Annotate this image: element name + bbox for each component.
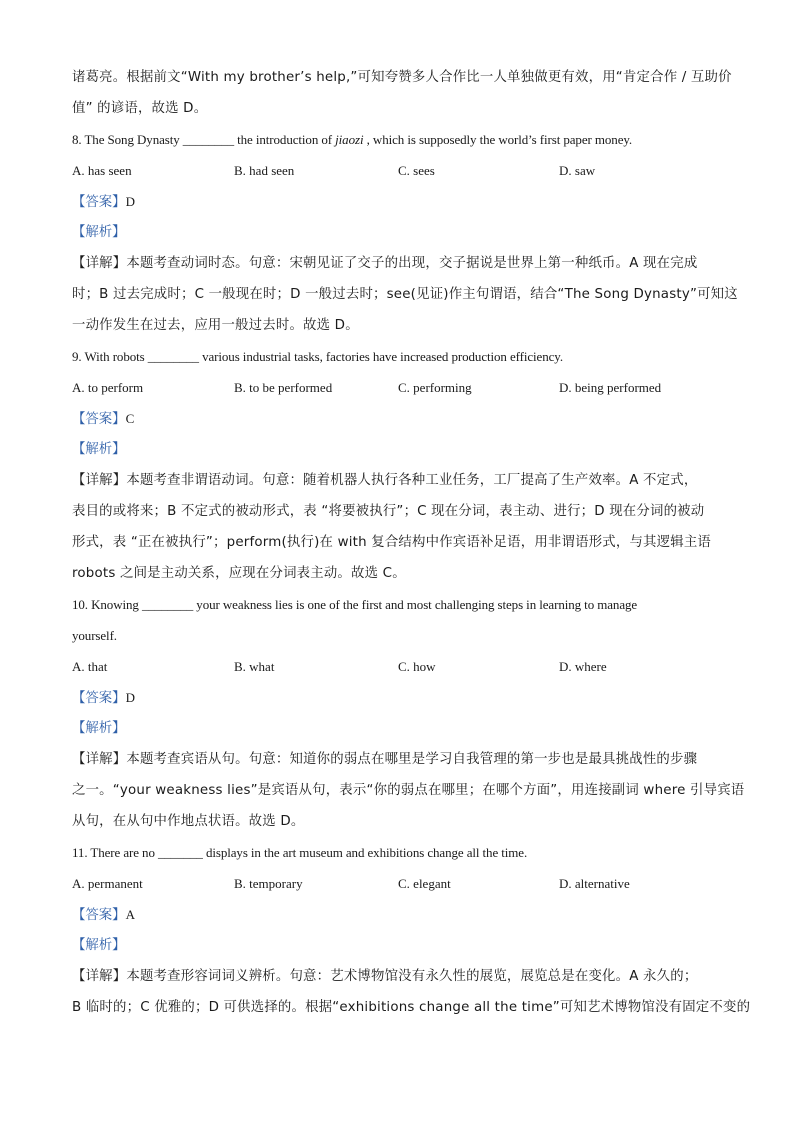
- q11-option-c: C. elegant: [398, 876, 451, 891]
- q8-stem: [72, 124, 722, 155]
- q7-explanation-line-1: 诸葛亮。根据前文“With my brother’s help,”可知夸赞多人合作比一人单独做更有效，用“肯定合作 / 互助价: [72, 70, 732, 85]
- q10-detail-line-2: 之一。“your weakness lies”是宾语从句，表示“你的弱点在哪里；在哪个方面”，用连接副词 where 引导宾语: [72, 783, 745, 798]
- answer-label: 【答案】: [72, 195, 126, 210]
- q11-detail-text-1: 本题考查形容词词义辨析。句意：艺术博物馆没有永久性的展览，展览总是在变化。A 永久的；: [126, 969, 698, 984]
- q8-stem-text-end: , which is supposedly the world’s first paper money.: [363, 132, 633, 147]
- q8-stem-text: 8. The Song Dynasty ________ the introduction of: [72, 132, 336, 147]
- q9-analysis: [72, 434, 722, 465]
- q11-option-a: A. permanent: [72, 876, 143, 891]
- q10-detail-line-1: [72, 744, 722, 775]
- q10-detail-text-1: 本题考查宾语从句。句意：知道你的弱点在哪里是学习自我管理的第一步也是最具挑战性的步骤: [126, 752, 698, 767]
- q8-option-d: D. saw: [559, 163, 596, 178]
- q9-answer-value: C: [125, 411, 135, 426]
- q9-detail-line-4: robots 之间是主动关系，应现在分词表主动。故选 C。: [72, 566, 406, 581]
- q8-stem-italic: jiaozi: [335, 132, 364, 147]
- q8-answer: [72, 186, 722, 217]
- q8-detail-line-3: 一动作发生在过去，应用一般过去时。故选 D。: [72, 318, 359, 333]
- q11-analysis: [72, 930, 722, 961]
- document-page: [72, 62, 751, 1023]
- analysis-label: 【解析】: [72, 721, 126, 736]
- detail-label: 【详解】: [72, 256, 127, 271]
- q9-stem: 9. With robots ________ various industrial tasks, factories have increased production efficiency.: [72, 349, 563, 364]
- q9-detail-line-2: 表目的或将来；B 不定式的被动形式，表 “将要被执行”；C 现在分词，表主动、进行；D 现在分词的被动: [72, 504, 705, 519]
- q8-detail-text-1: 本题考查动词时态。句意：宋朝见证了交子的出现，交子据说是世界上第一种纸币。A 现在完成: [126, 256, 698, 271]
- q8-analysis: [72, 217, 722, 248]
- q9-option-c: C. performing: [398, 380, 472, 395]
- q10-options: [72, 651, 722, 682]
- q11-detail-line-1: [72, 961, 722, 992]
- q11-option-b: B. temporary: [234, 876, 303, 891]
- q10-detail-line-3: 从句，在从句中作地点状语。故选 D。: [72, 814, 305, 829]
- q9-option-d: D. being performed: [559, 380, 662, 395]
- q9-option-a: A. to perform: [72, 380, 144, 395]
- q9-detail-text-1: 本题考查非谓语动词。句意：随着机器人执行各种工业任务，工厂提高了生产效率。A 不定式，: [126, 473, 698, 488]
- q11-detail-line-2: B 临时的；C 优雅的；D 可供选择的。根据“exhibitions change all the time”可知艺术博物馆没有固定不变的: [72, 1000, 751, 1015]
- q10-answer-value: D: [125, 690, 135, 705]
- q10-option-d: D. where: [559, 659, 607, 674]
- q11-options: [72, 868, 722, 899]
- q11-answer-value: A: [125, 907, 135, 922]
- q8-option-c: C. sees: [398, 163, 435, 178]
- q8-detail-line-1: [72, 248, 722, 279]
- q10-answer: [72, 682, 722, 713]
- q9-answer: [72, 403, 722, 434]
- q7-explanation-line-2: 值” 的谚语，故选 D。: [72, 101, 208, 116]
- q9-option-b: B. to be performed: [234, 380, 333, 395]
- detail-label: 【详解】: [72, 969, 127, 984]
- q8-option-a: A. has seen: [72, 163, 132, 178]
- q11-stem: 11. There are no _______ displays in the art museum and exhibitions change all the time.: [72, 845, 528, 860]
- answer-label: 【答案】: [72, 691, 126, 706]
- detail-label: 【详解】: [72, 752, 127, 767]
- q11-answer: [72, 899, 722, 930]
- q10-option-b: B. what: [234, 659, 275, 674]
- q8-options: [72, 155, 722, 186]
- detail-label: 【详解】: [72, 473, 127, 488]
- analysis-label: 【解析】: [72, 225, 126, 240]
- q10-option-a: A. that: [72, 659, 108, 674]
- analysis-label: 【解析】: [72, 442, 126, 457]
- q10-analysis: [72, 713, 722, 744]
- q10-stem-line-2: yourself.: [72, 628, 117, 643]
- q8-detail-line-2: 时；B 过去完成时；C 一般现在时；D 一般过去时；see(见证)作主句谓语，结合“The Song Dynasty”可知这: [72, 287, 738, 302]
- q9-options: [72, 372, 722, 403]
- q8-answer-value: D: [125, 194, 135, 209]
- q9-detail-line-3: 形式，表 “正在被执行”；perform(执行)在 with 复合结构中作宾语补足语，用非谓语形式，与其逻辑主语: [72, 535, 712, 550]
- answer-label: 【答案】: [72, 908, 126, 923]
- analysis-label: 【解析】: [72, 938, 126, 953]
- q10-option-c: C. how: [398, 659, 436, 674]
- q11-option-d: D. alternative: [559, 876, 630, 891]
- q10-stem-line-1: 10. Knowing ________ your weakness lies is one of the first and most challenging steps in learning to manage: [72, 597, 638, 612]
- q8-option-b: B. had seen: [234, 163, 295, 178]
- answer-label: 【答案】: [72, 412, 126, 427]
- q9-detail-line-1: [72, 465, 722, 496]
